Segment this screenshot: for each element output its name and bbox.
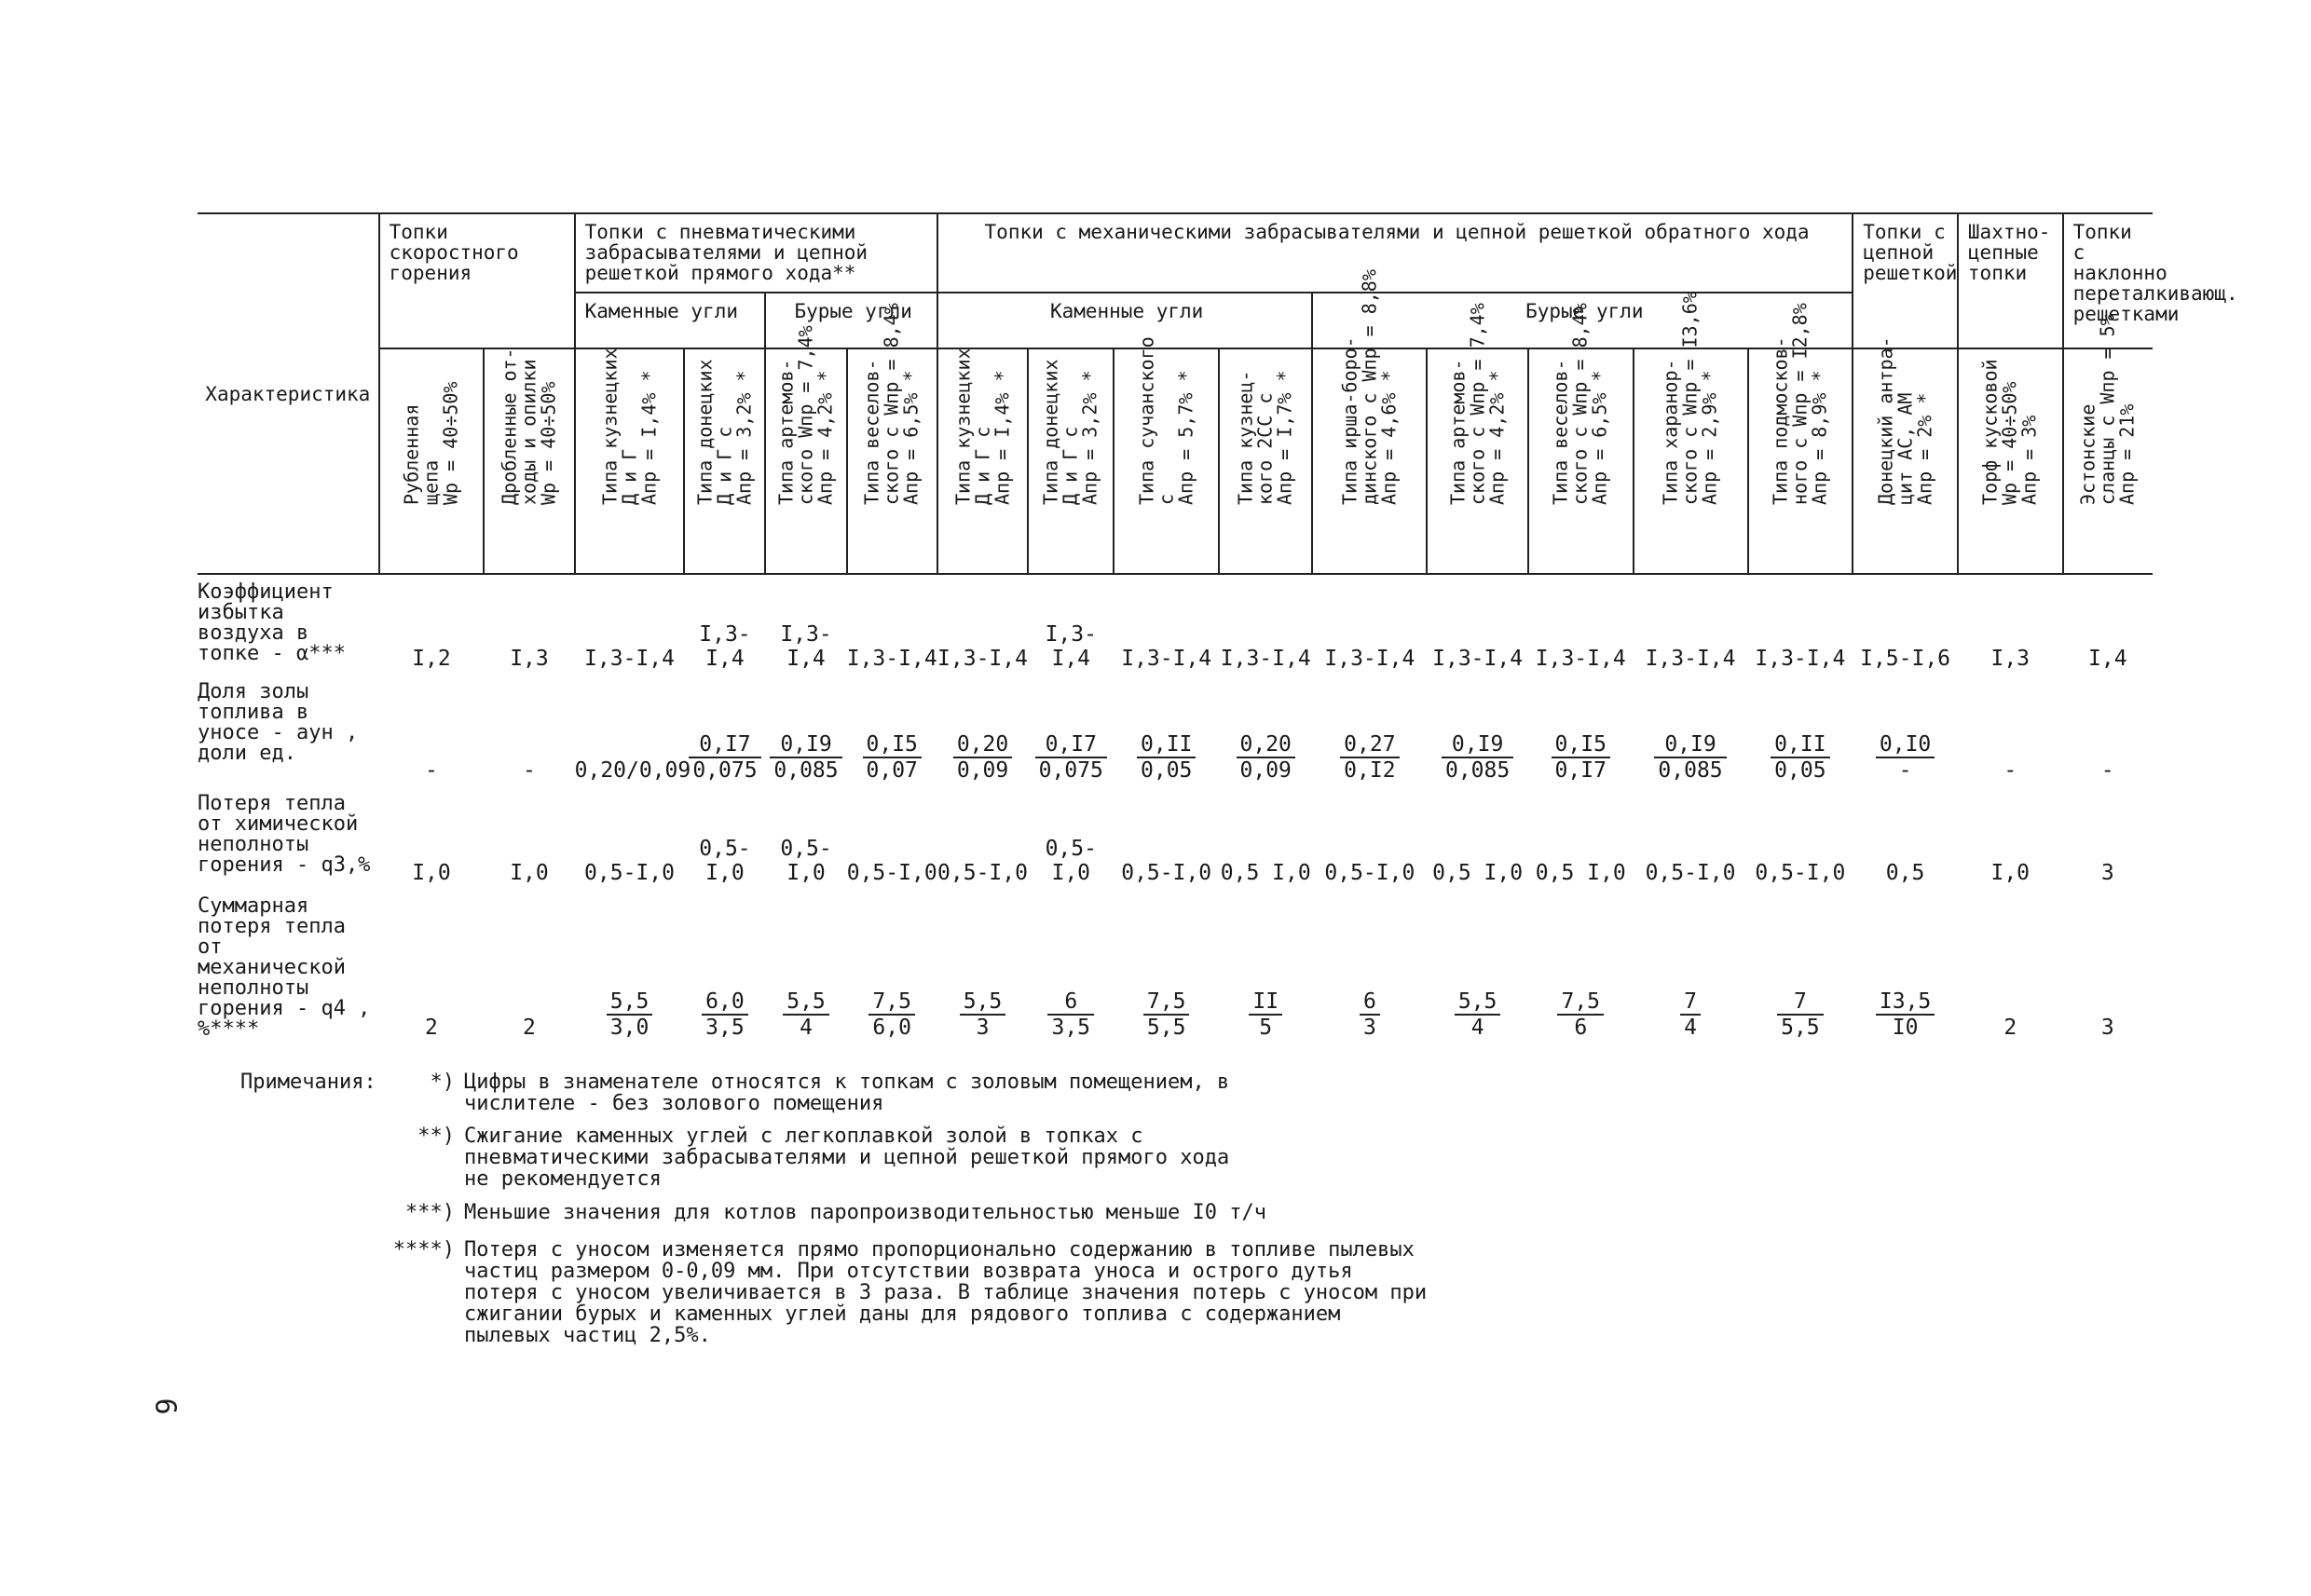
table-cell: 0,5-I,0	[1755, 861, 1846, 885]
group-pneumatic-forward: Топки с пневматическими забрасывателями и цепной решеткой прямого хода**	[575, 213, 937, 293]
column-header-line: сланцы с Wпр = 5%	[2096, 314, 2119, 505]
column-header-line: Апр = 5,7% *	[1174, 370, 1197, 505]
table-cell: 0,5 I,0	[1220, 861, 1311, 885]
column-header-line: Апр = 3,2% *	[732, 370, 756, 505]
column-header-line: Типа артемов-	[774, 359, 798, 505]
fraction-value: $\frac{7}{4}$	[1680, 989, 1701, 1040]
table-cell	[1748, 675, 1853, 786]
column-header-line: динского с Wпр = 8,8%	[1358, 269, 1381, 505]
column-header-line: ского Wпр = 7,4%	[794, 325, 817, 505]
column-header-line: ского с Wпр = I3,6%	[1678, 292, 1702, 505]
column-header-line: Апр = 8,9% *	[1808, 370, 1831, 505]
table-cell	[575, 889, 685, 1044]
column-header	[1219, 348, 1312, 574]
column-header	[484, 348, 574, 574]
column-header-line: Типа донецких	[693, 359, 717, 505]
table-cell: I,3-I,4	[1755, 647, 1846, 671]
note-2-mark: **)	[417, 1125, 455, 1148]
fraction-value: $\frac{0,I7}{0,075}$	[689, 732, 760, 783]
column-header-line: Апр = 3%	[2017, 415, 2041, 505]
table-cell: I,3-I,4	[1121, 647, 1212, 671]
table-cell: I,3	[1990, 647, 2031, 671]
table-cell	[1028, 675, 1114, 786]
table-cell: I,3-I,4	[584, 647, 675, 671]
column-header-line: ского с Wпр = 8,4%	[1568, 303, 1592, 505]
table-cell	[1427, 675, 1528, 786]
table-cell: I,3-I,4	[1645, 647, 1736, 671]
fraction-value: $\frac{0,27}{0,I2}$	[1340, 732, 1399, 783]
table-cell	[765, 675, 846, 786]
table-cell	[1528, 889, 1634, 1044]
row-label: Доля золы топлива в уносе - аун , доли ед.	[198, 680, 359, 765]
note-1-mark: *)	[430, 1071, 455, 1094]
table-cell	[1312, 889, 1427, 1044]
column-header-line: цит АС, АМ	[1894, 392, 1917, 505]
table-cell: I,3-I,4	[1324, 647, 1415, 671]
fraction-value: $\frac{5,5}{3,0}$	[607, 989, 653, 1040]
fraction-value: $\frac{0,II}{0,05}$	[1771, 732, 1829, 783]
column-header-line: ходы и опилки	[517, 359, 540, 505]
table-row	[198, 786, 2153, 889]
table-cell: I,3-I,4	[1535, 647, 1626, 671]
fraction-value: $\frac{6}{3}$	[1360, 989, 1380, 1040]
table-cell: -	[2100, 758, 2114, 783]
table-cell: 0,5-I,0	[937, 861, 1028, 885]
table-cell	[1853, 889, 1958, 1044]
table-cell: 0,5-I,0	[584, 861, 675, 885]
note-3-text: Меньшие значения для котлов паропроизводительностью меньше I0 т/ч	[464, 1201, 1266, 1224]
table-cell	[1634, 889, 1748, 1044]
table-cell: -	[425, 758, 438, 783]
fraction-value: $\frac{0,II}{0,05}$	[1137, 732, 1196, 783]
page-number: 6	[148, 1398, 182, 1415]
table-cell: 0,5-I,0	[846, 861, 937, 885]
table-cell	[1114, 675, 1219, 786]
group-mechanical-reverse: Топки с механическими забрасывателями и цепной решеткой обратного хода	[937, 213, 1853, 293]
table-cell: I,3-I,4	[699, 622, 751, 671]
column-header-line: Апр = 6,5% *	[1588, 370, 1611, 505]
column-header	[1634, 292, 1748, 574]
table-cell	[765, 889, 846, 1044]
column-header-line: Апр = 6,5% *	[899, 370, 923, 505]
table-cell	[1528, 675, 1634, 786]
row-label: Коэффициент избытка воздуха в топке - α***	[198, 580, 346, 665]
table-cell	[937, 889, 1028, 1044]
column-header	[575, 348, 685, 574]
column-header-line: Wр = 40÷50%	[439, 381, 462, 505]
fraction-value: $\frac{0,20}{0,09}$	[953, 732, 1012, 783]
column-header-line: Wр = 40÷50%	[1998, 381, 2021, 505]
notes-title: Примечания:	[240, 1071, 376, 1094]
column-header-line: Типа кузнецких	[598, 348, 622, 505]
note-4-text: Потеря с уносом изменяется прямо пропорционально содержанию в топливе пылевых частиц размером 0-0,09 мм. При отсутствии возврата уноса и острого дутья потеря с уносом увеличивается в 3 раза. В таблице значения потерь с уносом при сжигании бурых и каменных углей даны для рядового топлива с содержанием пылевых частиц 2,5%.	[464, 1238, 1428, 1347]
table-cell: I,3-I,4	[1220, 647, 1311, 671]
column-header-line: Торф кусковой	[1978, 359, 2002, 505]
column-header-line: Д и Г с	[713, 426, 736, 505]
column-header	[1427, 303, 1528, 574]
table-cell: I,5-I,6	[1860, 647, 1951, 671]
note-1-text: Цифры в знаменателе относятся к топкам с золовым помещением, в числителе - без золового помещения	[464, 1071, 1230, 1115]
column-header-line: Донецкий антра-	[1874, 336, 1897, 505]
fraction-value: $\frac{0,I7}{0,075}$	[1035, 732, 1107, 783]
row-label: Суммарная потеря тепла от механической неполноты горения - q4 , %****	[198, 894, 371, 1041]
column-header	[1853, 336, 1958, 574]
table-cell	[1312, 675, 1427, 786]
table-cell	[684, 889, 765, 1044]
column-header-line: Д и Г с	[1059, 426, 1082, 505]
row-label: Потеря тепла от химической неполноты горения - q3,%	[198, 792, 371, 877]
column-header-line: Д и Г с	[971, 426, 994, 505]
fraction-value: $\frac{0,20}{0,09}$	[1237, 732, 1295, 783]
fraction-value: $\frac{0,I0}{-}$	[1876, 732, 1935, 783]
column-header-line: ского с Wпр = 7,4%	[1466, 303, 1489, 505]
table-cell: 0,20/0,09	[574, 758, 691, 783]
table-cell: I,3-I,4	[937, 647, 1028, 671]
column-header-line: Апр = I,4% *	[991, 370, 1014, 505]
fraction-value: $\frac{7}{5,5}$	[1777, 989, 1824, 1040]
column-header-line: Типа веселов-	[860, 359, 883, 505]
column-header-line: Апр = 2% *	[1913, 392, 1936, 505]
table-cell: 0,5-I,0	[1645, 861, 1736, 885]
column-header-line: Типа харанор-	[1659, 359, 1682, 505]
column-header-line: Апр = 2,9% *	[1698, 370, 1721, 505]
table-cell: 2	[523, 1016, 536, 1040]
fraction-value: $\frac{0,I9}{0,085}$	[1442, 732, 1513, 783]
fraction-value: $\frac{0,I5}{0,07}$	[863, 732, 922, 783]
fraction-value: $\frac{6}{3,5}$	[1047, 989, 1094, 1040]
note-3-mark: ***)	[405, 1201, 455, 1224]
table-cell: 3	[2100, 861, 2114, 885]
table-cell: 0,5-I,0	[1121, 861, 1212, 885]
group-fast-burning: Топки скоростного горения	[379, 213, 575, 348]
table-cell	[1634, 675, 1748, 786]
table-cell: 0,5 I,0	[1535, 861, 1626, 885]
table-cell: I,3-I,4	[780, 622, 832, 671]
fraction-value: $\frac{7,5}{6}$	[1557, 989, 1604, 1040]
table-cell	[847, 889, 937, 1044]
table-cell: 0,5	[1885, 861, 1925, 885]
characteristic-header: Характеристика	[198, 213, 379, 574]
table-cell: -	[2003, 758, 2017, 783]
table-cell: 2	[425, 1016, 438, 1040]
fraction-value: $\frac{5,5}{3}$	[960, 989, 1006, 1040]
table-cell: 0,5-I,0	[780, 837, 832, 885]
fraction-value: $\frac{I3,5}{I0}$	[1876, 989, 1935, 1040]
table-cell: 0,5-I,0	[1045, 837, 1097, 885]
column-header	[1114, 336, 1219, 574]
fraction-value: $\frac{0,I5}{0,I7}$	[1552, 732, 1610, 783]
table-cell: I,4	[2088, 647, 2127, 671]
table-cell	[1219, 675, 1312, 786]
table-cell: I,3-I,4	[1045, 622, 1097, 671]
table-cell	[937, 675, 1028, 786]
group-chain-grate: Топки с цепной решеткой	[1853, 213, 1958, 348]
fraction-value: $\frac{0,I9}{0,085}$	[1654, 732, 1726, 783]
note-4-mark: ****)	[392, 1238, 455, 1262]
table-cell	[1427, 889, 1528, 1044]
table-cell: 0,5-I,0	[699, 837, 751, 885]
column-header	[937, 348, 1028, 574]
column-header-line: Д и Г	[618, 448, 641, 505]
column-header-line: Рубленная	[400, 403, 423, 505]
table-cell: I,0	[1990, 861, 2031, 885]
table-cell: I,3-I,4	[846, 647, 937, 671]
furnace-characteristics-table	[198, 212, 2238, 1044]
subgroup-pneumatic-brown-coal: Бурые угли	[765, 293, 937, 348]
column-header	[847, 303, 937, 574]
fraction-value: $\frac{0,I9}{0,085}$	[770, 732, 841, 783]
table-cell	[1114, 889, 1219, 1044]
table-cell: I,3	[510, 647, 549, 671]
note-2-text: Сжигание каменных углей с легкоплавкой золой в топках с пневматическими забрасывателями и цепной решеткой прямого хода не рекомендуется	[464, 1125, 1230, 1191]
column-header	[1312, 269, 1427, 574]
subgroup-mechanical-brown-coal: Бурые угли	[1312, 293, 1853, 348]
fraction-value: $\frac{5,5}{4}$	[1455, 989, 1501, 1040]
column-header-line: Типа ирша-боро-	[1338, 336, 1361, 505]
column-header-line: Типа сучанского	[1135, 336, 1158, 505]
column-header-line: Типа кузнец-	[1234, 370, 1257, 505]
table-cell: -	[523, 758, 536, 783]
column-header-line: Апр = I,4% *	[637, 370, 661, 505]
column-header-line: щепа	[419, 459, 443, 505]
column-header-line: Wр = 40÷50%	[537, 381, 560, 505]
table-cell	[847, 675, 937, 786]
column-header	[1958, 348, 2063, 574]
table-cell	[1028, 889, 1114, 1044]
fraction-value: $\frac{5,5}{4}$	[783, 989, 829, 1040]
group-inclined-grate: Топки с наклонно переталкивающ. решетками	[2063, 213, 2153, 348]
subgroup-pneumatic-hard-coal: Каменные угли	[575, 293, 766, 348]
table-row	[198, 675, 2153, 786]
column-header	[379, 348, 485, 574]
column-header-line: Типа веселов-	[1549, 359, 1572, 505]
column-header-line: Типа донецких	[1039, 359, 1062, 505]
column-header-line: Эстонские	[2076, 403, 2099, 505]
column-header-line: Дробленные от-	[498, 348, 521, 505]
table-cell: 0,5 I,0	[1432, 861, 1524, 885]
column-header	[2063, 314, 2153, 574]
column-header	[1748, 303, 1853, 574]
table-cell: I,0	[412, 861, 451, 885]
subgroup-mechanical-hard-coal: Каменные угли	[937, 293, 1313, 348]
table-cell: 3	[2100, 1016, 2114, 1040]
column-header-line: Апр = 3,2% *	[1078, 370, 1101, 505]
fraction-value: $\frac{6,0}{3,5}$	[702, 989, 748, 1040]
group-shaft-chain: Шахтно-цепные топки	[1958, 213, 2063, 348]
column-header-line: Типа кузнецких	[951, 348, 975, 505]
column-header-line: с	[1155, 493, 1178, 505]
column-header-line: Апр = 4,6% *	[1377, 370, 1401, 505]
fraction-value: $\frac{7,5}{6,0}$	[868, 989, 915, 1040]
table-cell: I,3-I,4	[1432, 647, 1524, 671]
fraction-value: $\frac{7,5}{5,5}$	[1143, 989, 1190, 1040]
table-cell	[684, 675, 765, 786]
table-cell: I,2	[412, 647, 451, 671]
table-cell: 0,5-I,0	[1324, 861, 1415, 885]
column-header-line: ского с Wпр = 8,4%	[880, 303, 903, 505]
table-cell	[1748, 889, 1853, 1044]
table-cell: 2	[2003, 1016, 2017, 1040]
column-header	[684, 348, 765, 574]
column-header-line: ного с Wпр = I2,8%	[1788, 303, 1812, 505]
table-row	[198, 574, 2153, 675]
table-cell	[1853, 675, 1958, 786]
column-header-line: Апр = 21%	[2115, 403, 2139, 505]
column-header-line: кого 2СС с	[1253, 392, 1277, 505]
column-header-line: Типа артемов-	[1446, 359, 1470, 505]
fraction-value: $\frac{II}{5}$	[1249, 989, 1282, 1040]
column-header-line: Апр = 4,2% *	[1485, 370, 1509, 505]
column-header	[1028, 348, 1114, 574]
table-row	[198, 889, 2153, 1044]
column-header-line: Типа подмосков-	[1769, 336, 1792, 505]
column-header-line: Апр = I,7% *	[1273, 370, 1296, 505]
column-header	[765, 325, 846, 574]
column-header-line: Апр = 4,2% *	[814, 370, 837, 505]
table-cell: I,0	[510, 861, 549, 885]
table-cell	[1219, 889, 1312, 1044]
